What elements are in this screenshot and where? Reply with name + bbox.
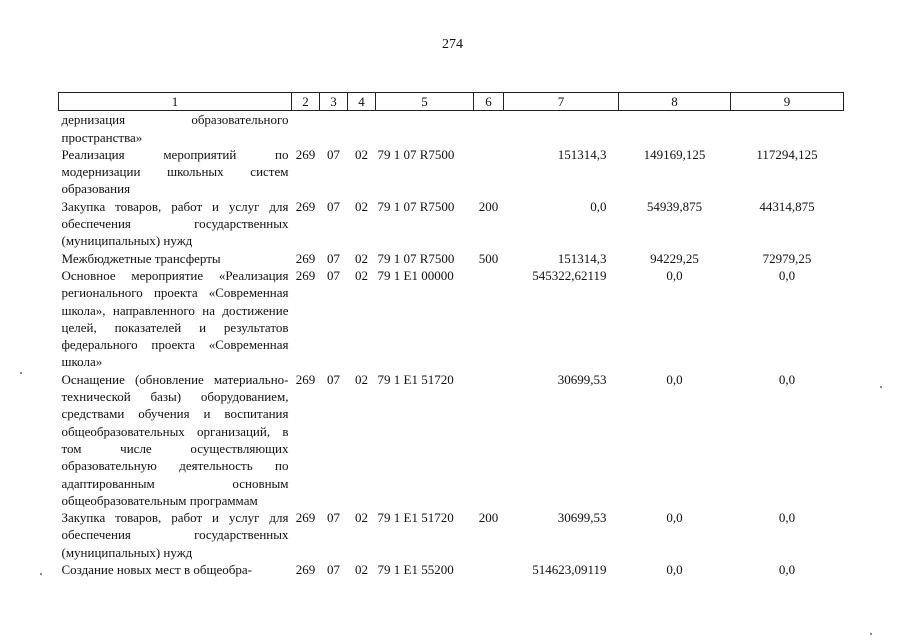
row-c4: 02 — [355, 146, 368, 162]
row-c7: 545322,62119 — [532, 267, 607, 283]
header-col-3: 3 — [320, 93, 348, 111]
row-c5: 79 1 E1 55200 — [377, 562, 454, 578]
row-c2: 269 — [295, 562, 316, 578]
row-name: Межбюджетные трансферты — [61, 250, 221, 266]
header-col-9: 9 — [731, 93, 844, 111]
row-c2: 269 — [295, 198, 316, 214]
row-c7: 151314,3 — [557, 146, 607, 162]
row-c4: 02 — [355, 562, 368, 578]
header-row — [59, 93, 844, 111]
row-c3: 07 — [327, 562, 340, 578]
row-c3: 07 — [327, 250, 340, 266]
row-c6: 500 — [478, 250, 499, 266]
row-c9: 72979,25 — [762, 250, 812, 266]
row-c3: 07 — [327, 510, 340, 526]
row-c8: 0,0 — [666, 371, 683, 387]
table-row — [59, 561, 844, 578]
row-c2: 269 — [295, 146, 316, 162]
row-c5: 79 1 07 R7500 — [377, 250, 455, 266]
row-c7: 30699,53 — [557, 371, 607, 387]
row-c9: 44314,875 — [759, 198, 815, 214]
row-c3: 07 — [327, 146, 340, 162]
row-c7 — [504, 111, 619, 146]
row-c9: 0,0 — [778, 267, 796, 283]
row-c3 — [320, 111, 348, 146]
row-c6 — [474, 561, 504, 578]
row-c8: 94229,25 — [650, 250, 699, 266]
row-name: Реализация мероприятий по модернизации школьных систем образования — [61, 146, 289, 197]
row-name: дернизация образовательного пространства» — [61, 112, 289, 145]
row-c2: 269 — [295, 371, 316, 387]
row-c4: 02 — [355, 510, 368, 526]
row-c5 — [376, 111, 474, 146]
row-c8 — [619, 111, 731, 146]
row-c5: 79 1 E1 51720 — [377, 510, 454, 526]
table-row — [59, 371, 844, 509]
row-c2: 269 — [295, 510, 316, 526]
scan-speck — [20, 372, 22, 374]
row-c8: 54939,875 — [646, 198, 703, 214]
row-c9: 117294,125 — [756, 146, 818, 162]
row-c6 — [474, 371, 504, 509]
row-c7: 0,0 — [590, 198, 607, 214]
row-c5: 79 1 E1 00000 — [377, 267, 454, 283]
table-row — [59, 267, 844, 371]
row-c2: 269 — [295, 250, 316, 266]
page-number: 274 — [442, 37, 463, 52]
row-c3: 07 — [327, 267, 340, 283]
scan-speck — [870, 633, 872, 635]
row-c9: 0,0 — [778, 371, 796, 387]
header-col-7: 7 — [504, 93, 619, 111]
row-name: Создание новых мест в общеобра- — [61, 562, 252, 578]
row-name: Оснащение (обновление материально-технической базы) оборудованием, средствами обучения и воспитания общеобразовательных организаций, в том числе осуществляющих образовательную деятельность по адаптированным основным общеобразовательным программам — [61, 371, 289, 508]
row-c9: 0,0 — [778, 510, 796, 526]
row-c4: 02 — [355, 198, 368, 214]
table-row — [59, 198, 844, 250]
header-col-6: 6 — [474, 93, 504, 111]
row-c9 — [731, 111, 844, 146]
row-c3: 07 — [327, 371, 340, 387]
row-c4: 02 — [355, 267, 368, 283]
table-row — [59, 146, 844, 198]
row-c2 — [292, 111, 320, 146]
scan-speck — [40, 573, 42, 575]
row-c6 — [474, 111, 504, 146]
row-c7: 30699,53 — [557, 510, 607, 526]
row-c7: 151314,3 — [557, 250, 607, 266]
header-col-2: 2 — [292, 93, 320, 111]
row-name: Закупка товаров, работ и услуг для обеспечения государственных (муниципальных) нужд — [61, 510, 289, 560]
table-row — [59, 250, 844, 267]
header-col-4: 4 — [348, 93, 376, 111]
row-c8: 0,0 — [666, 562, 683, 578]
row-c3: 07 — [327, 198, 340, 214]
row-c6: 200 — [478, 510, 499, 526]
row-c8: 0,0 — [666, 267, 683, 283]
row-c8: 0,0 — [666, 510, 683, 526]
row-c7: 514623,09119 — [532, 562, 607, 578]
row-c6: 200 — [478, 198, 499, 214]
scan-speck — [880, 386, 882, 388]
row-c4: 02 — [355, 250, 368, 266]
row-name: Закупка товаров, работ и услуг для обеспечения государственных (муниципальных) нужд — [61, 198, 289, 249]
row-c6 — [474, 146, 504, 198]
row-c8: 149169,125 — [643, 146, 706, 162]
row-c4: 02 — [355, 371, 368, 387]
header-col-8: 8 — [619, 93, 731, 111]
row-c2: 269 — [295, 267, 316, 283]
row-c4 — [348, 111, 376, 146]
row-c6 — [474, 267, 504, 371]
table-row — [59, 509, 844, 561]
header-col-5: 5 — [376, 93, 474, 111]
budget-table — [58, 92, 844, 578]
header-col-1: 1 — [59, 93, 292, 111]
row-c5: 79 1 07 R7500 — [377, 146, 455, 162]
table-row — [59, 111, 844, 146]
row-c9: 0,0 — [778, 562, 796, 578]
row-name: Основное мероприятие «Реализация регионального проекта «Современная школа», направленного на достижение целей, показателей и результатов федерального проекта «Современная школа» — [61, 267, 289, 370]
row-c5: 79 1 07 R7500 — [377, 198, 455, 214]
row-c5: 79 1 E1 51720 — [377, 371, 454, 387]
